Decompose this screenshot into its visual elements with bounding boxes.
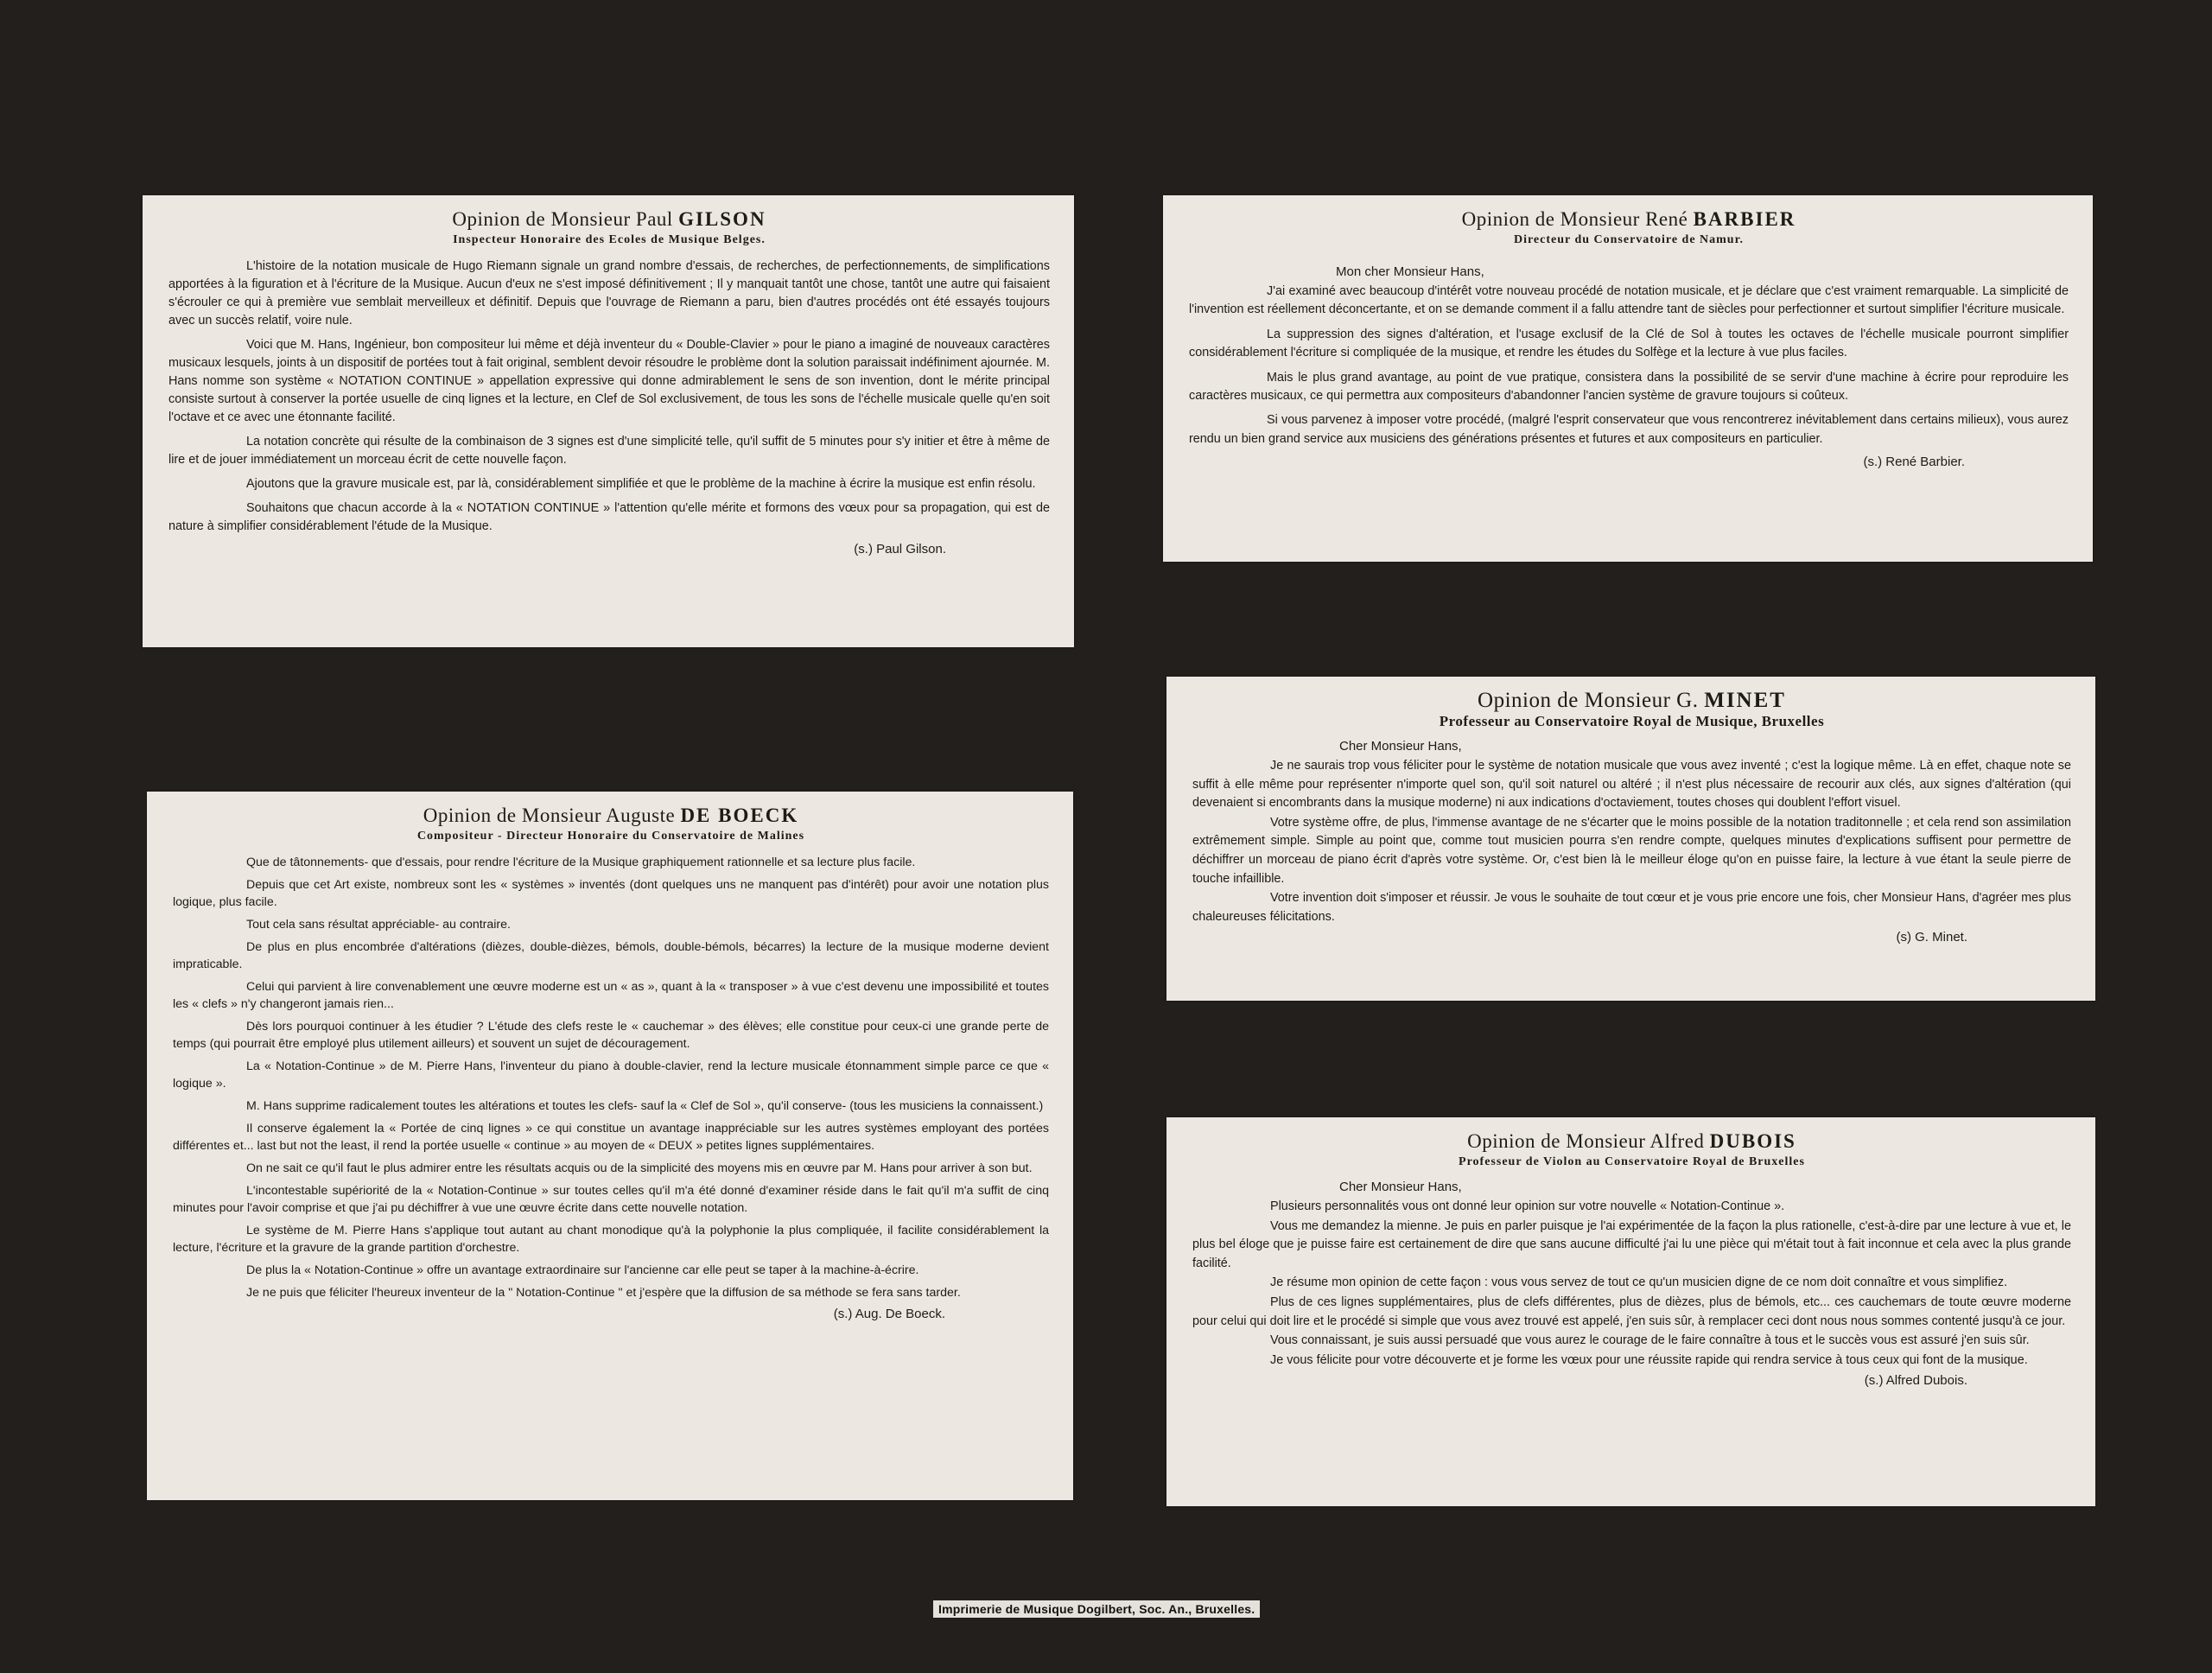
card-subtitle: Inspecteur Honoraire des Ecoles de Musique Belges. — [453, 233, 766, 246]
title-prefix: Opinion de Monsieur René — [1461, 208, 1688, 230]
paragraph: Le système de M. Pierre Hans s'applique tout autant au chant monodique qu'à la polyphonie la plus compliquée, il facilite considérablement la lecture, l'écriture et la gravure de la grande partition d'orchestre. — [173, 1223, 1049, 1256]
paragraph: Votre invention doit s'imposer et réussir. Je vous le souhaite de tout cœur et je vous prie encore une fois, cher Monsieur Hans, d'agréer mes plus chaleureuses félicitations. — [1192, 891, 2071, 924]
signature: (s.) René Barbier. — [1863, 455, 1965, 470]
paragraph: Voici que M. Hans, Ingénieur, bon compositeur lui même et déjà inventeur du « Double-Clavier » pour le piano a imaginé de nouveaux caractères musicaux lesquels, joints à un dispositif de portées tout à fait original, semblent devoir résoudre le problème dont la solution paraissait indéfiniment ajournée. M. Hans nomme son système « NOTATION CONTINUE » appellation expressive qui donne admirablement le sens de son invention, dont le mérite principal consiste surtout à conserver la portée usuelle de cinq lignes et la lecture, en Clef de Sol exclusivement, de tous les sons de l'échelle musicale quelle qu'en soit l'octave et ce avec une étonnante facilité. — [168, 338, 1050, 424]
paragraph: Plusieurs personnalités vous ont donné leur opinion sur votre nouvelle « Notation-Continue ». — [1270, 1199, 1785, 1213]
paragraph: Dès lors pourquoi continuer à les étudier ? L'étude des clefs reste le « cauchemar » des élèves; elle constitue pour ceux-ci une grande perte de temps (qui pourrait être employé plus utilement ailleurs) et souvent un sujet de découragement. — [173, 1019, 1049, 1052]
paragraph: Je ne saurais trop vous féliciter pour le système de notation musicale que vous avez inventé ; c'est la logique même. Là en effet, chaque note se suffit à elle même pour représenter n'importe quel son, qu'il soit naturel ou altéré ; il n'est plus nécessaire de recourir aux clés, aux signes d'altération (qui devenaient si encombrants dans la musique moderne) ni aux indications d'octaviement, toutes choses qui doublent l'effort visuel. — [1192, 759, 2071, 811]
signature: (s.) Alfred Dubois. — [1864, 1373, 1967, 1389]
opinion-card-deboeck — [147, 792, 1073, 1500]
card-subtitle: Directeur du Conservatoire de Namur. — [1513, 233, 1745, 246]
paragraph: Celui qui parvient à lire convenablement une œuvre moderne est un « as », quant à la « transposer » à vue c'est devenu une impossibilité et toutes les « clefs » n'y changeront jamais rien... — [173, 979, 1049, 1012]
card-title — [173, 804, 1049, 828]
paragraph: Vous connaissant, je suis aussi persuadé que vous aurez le courage de le faire connaître à tous et le succès vous est assuré j'en suis sûr. — [1270, 1333, 2030, 1348]
paragraph: Vous me demandez la mienne. Je puis en parler puisque je l'ai expérimentée de la façon la plus rationelle, c'est-à-dire par une lecture à vue et, le plus bel éloge que je puisse faire est certainement de dire que sans aucune difficulté j'ai lu une pièce qui m'était tout à fait inconnue et cela avec la plus grande facilité. — [1192, 1218, 2071, 1270]
opinion-card-gilson — [143, 195, 1074, 647]
paragraph: L'incontestable supériorité de la « Notation-Continue » sur toutes celles qu'il m'a été donné d'examiner réside dans le fait qu'il m'a suffit de cinq minutes pour l'avoir comprise et que j'ai pu déchiffrer à vue une œuvre écrite dans cette nouvelle notation. — [173, 1183, 1049, 1216]
printer-imprint: Imprimerie de Musique Dogilbert, Soc. An., Bruxelles. — [933, 1600, 1260, 1618]
paragraph: Je ne puis que féliciter l'heureux inventeur de la " Notation-Continue " et j'espère que la diffusion de sa méthode se fera sans tarder. — [246, 1285, 961, 1300]
paragraph: M. Hans supprime radicalement toutes les altérations et toutes les clefs- sauf la « Clef de Sol », qu'il conserve- (tous les musiciens la connaissent.) — [246, 1099, 1044, 1114]
card-title — [1189, 207, 2069, 232]
title-prefix: Opinion de Monsieur Auguste — [423, 805, 676, 826]
paragraph: De plus en plus encombrée d'altérations (dièzes, double-dièzes, bémols, double-bémols, bécarres) la lecture de la musique moderne devient impraticable. — [173, 939, 1049, 971]
title-surname: GILSON — [678, 208, 766, 230]
paragraph: Il conserve également la « Portée de cinq lignes » ce qui constitue un avantage inappréciable sur les autres systèmes employant des portées différentes et... last but not the least, il rend la portée usuelle « continue » au moyen de « DEUX » petites lignes supplémentaires. — [173, 1121, 1049, 1154]
paragraph: Plus de ces lignes supplémentaires, plus de clefs différentes, plus de dièzes, plus de bémols, etc... ces cauchemars de toute œuvre moderne pour celui qui doit lire et le procédé si simple que vous avez trouvé est appelé, j'en suis sûr, à remplacer ceci dont nous nous sommes contenté jusqu'à ce jour. — [1192, 1295, 2071, 1328]
card-title — [168, 207, 1050, 232]
title-prefix: Opinion de Monsieur Paul — [452, 208, 673, 230]
paragraph: Que de tâtonnements- que d'essais, pour rendre l'écriture de la Musique graphiquement rationnelle et sa lecture plus facile. — [246, 856, 916, 869]
paragraph: Ajoutons que la gravure musicale est, par là, considérablement simplifiée et que le problème de la machine à écrire la musique est enfin résolu. — [246, 477, 1036, 491]
opinion-card-barbier — [1163, 195, 2093, 562]
title-surname: DUBOIS — [1709, 1130, 1796, 1152]
paragraph: Je résume mon opinion de cette façon : vous vous servez de tout ce qu'un musicien digne de ce nom doit connaître et vous simplifiez. — [1270, 1275, 2008, 1290]
paragraph: Tout cela sans résultat appréciable- au contraire. — [246, 917, 511, 932]
signature: (s) G. Minet. — [1896, 930, 1967, 945]
card-subtitle: Professeur au Conservatoire Royal de Musique, Bruxelles — [1439, 713, 1825, 729]
greeting: Cher Monsieur Hans, — [1339, 739, 1462, 754]
opinion-card-minet — [1166, 677, 2095, 1001]
title-surname: DE BOECK — [680, 805, 799, 826]
signature: (s.) Paul Gilson. — [854, 542, 946, 557]
paragraph: Si vous parvenez à imposer votre procédé, (malgré l'esprit conservateur que vous rencontrerez inévitablement dans certains milieux), vous aurez rendu un bien grand service aux musiciens des générations présentes et futures et aux compositeurs en particulier. — [1189, 413, 2069, 446]
paragraph: La suppression des signes d'altération, et l'usage exclusif de la Clé de Sol à toutes les octaves de l'échelle musicale pourront simplifier considérablement l'écriture si compliquée de la musique, et rendre les études du Solfège et la lecture à vue plus faciles. — [1189, 327, 2069, 360]
paragraph: Votre système offre, de plus, l'immense avantage de ne s'écarter que le moins possible de la notation traditonnelle ; et cela rend son assimilation extrêmement simple. Simple au point que, comme tout musicien pourra s'en rendre compte, quelques minutes d'explications suffisent pour permettre de déchiffrer un morceau de piano écrit d'après votre système. Or, c'est bien là le meilleur éloge qu'on en puisse faire, la lecture à vue étant la seule pierre de touche infaillible. — [1192, 815, 2071, 886]
paragraph: Depuis que cet Art existe, nombreux sont les « systèmes » inventés (dont quelques uns ne manquent pas d'intérêt) pour avoir une notation plus logique, plus facile. — [173, 877, 1049, 910]
greeting: Mon cher Monsieur Hans, — [1336, 264, 1484, 279]
title-prefix: Opinion de Monsieur G. — [1478, 689, 1699, 712]
card-title — [1192, 1129, 2071, 1154]
paragraph: On ne sait ce qu'il faut le plus admirer entre les résultats acquis ou de la simplicité des moyens mis en œuvre par M. Hans pour arriver à son but. — [246, 1161, 1033, 1175]
paragraph: L'histoire de la notation musicale de Hugo Riemann signale un grand nombre d'essais, de recherches, de perfectionnements, de simplifications apportées à la figuration et à l'écriture de la Musique. Aucun d'eux ne s'est imposé définitivement ; Il y manquait tantôt une chose, tantôt une autre qui faisaient s'écrouler ce qui à première vue semblait merveilleux et définitif. Depuis que l'ouvrage de Riemann a paru, bien d'autres procédés ont été essayés toujours avec un succès relatif, voire nule. — [168, 259, 1050, 328]
paragraph: Mais le plus grand avantage, au point de vue pratique, consistera dans la possibilité de se servir d'une machine à écrire pour reproduire les caractères musicaux, ce qui permettra aux compositeurs d'abandonner l'ancien système de gravure toujours si coûteux. — [1189, 370, 2069, 404]
greeting: Cher Monsieur Hans, — [1339, 1180, 1462, 1194]
paragraph: Je vous félicite pour votre découverte et je forme les vœux pour une réussite rapide qui rendra service à tous ceux qui font de la musique. — [1270, 1352, 2028, 1367]
title-surname: BARBIER — [1693, 208, 1796, 230]
paragraph: Souhaitons que chacun accorde à la « NOTATION CONTINUE » l'attention qu'elle mérite et formons des vœux pour sa propagation, qui est de nature à simplifier considérablement l'étude de la Musique. — [168, 501, 1050, 533]
opinion-card-dubois — [1166, 1117, 2095, 1506]
card-subtitle: Compositeur - Directeur Honoraire du Conservatoire de Malines — [416, 830, 805, 843]
paragraph: La « Notation-Continue » de M. Pierre Hans, l'inventeur du piano à double-clavier, rend la lecture musicale étonnamment simple parce ce que « logique ». — [173, 1059, 1049, 1091]
card-title — [1192, 689, 2071, 713]
signature: (s.) Aug. De Boeck. — [833, 1306, 945, 1321]
paragraph: La notation concrète qui résulte de la combinaison de 3 signes est d'une simplicité telle, qu'il suffit de 5 minutes pour s'y initier et être à même de lire et de jouer immédiatement un morceau écrit de cette nouvelle façon. — [168, 435, 1050, 467]
paragraph: De plus la « Notation-Continue » offre un avantage extraordinaire sur l'ancienne car elle peut se taper à la machine-à-écrire. — [246, 1263, 919, 1277]
card-subtitle: Professeur de Violon au Conservatoire Royal de Bruxelles — [1459, 1155, 1805, 1168]
title-surname: MINET — [1704, 689, 1786, 712]
paragraph: J'ai examiné avec beaucoup d'intérêt votre nouveau procédé de notation musicale, et je déclare que c'est vraiment remarquable. La simplicité de l'invention est réellement déconcertante, et on se demande comment il a fallu attendre tant de siècles pour perfectionner et surtout simplifier l'écriture musicale. — [1189, 284, 2069, 317]
title-prefix: Opinion de Monsieur Alfred — [1467, 1130, 1705, 1152]
